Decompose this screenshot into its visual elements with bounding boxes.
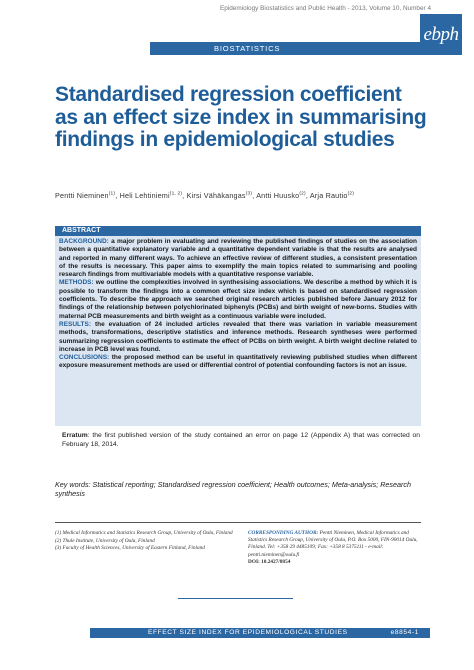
- abstract-results: [59, 321, 417, 354]
- title-line: as an effect size index in summarising: [55, 105, 427, 129]
- abstract-box: [55, 226, 421, 426]
- footnote-divider: [55, 522, 421, 523]
- title-line: Standardised regression coefficient: [55, 83, 402, 106]
- abstract-body: [59, 238, 417, 371]
- footer-bar: [90, 628, 430, 638]
- section-banner: [150, 42, 420, 55]
- abstract-methods-text: we outline the complexities involved in synthesising associations. We describe a method by which it is possible to transform the findings into a common effect size index which is based on standardised regression coefficients. To describe the approach we searched original research articles published before January 2012 for findings of the relationship between polychlorinated biphenyls (PCBs) and birth weight of new-borns. Studies with maternal PCB measurements and birth weight as a continuous variable were included.: [59, 279, 417, 320]
- abstract-results-label: RESULTS:: [59, 320, 92, 328]
- corresponding-label: CORRESPONDING AUTHOR:: [248, 530, 319, 536]
- erratum-label: Erratum: [62, 432, 88, 439]
- affiliation-item: (1) Medical Informatics and Statistics Research Group, University of Oulu, Finland: [55, 530, 233, 536]
- abstract-heading: ABSTRACT: [55, 226, 421, 236]
- affiliations: [55, 530, 240, 553]
- keywords: Key words: Statistical reporting; Standardised regression coefficient; Health outcomes; Meta-analysis; Research synthesis: [55, 480, 411, 498]
- corresponding-text: Pentti Nieminen, Medical Informatics and Statistics Research Group, University of Oulu, P.O. Box 5000, FIN-90014 Oulu, Finland. Tel: +358 29 4485109; Fax: +358 8 5375111 - e-mail: pentti.nieminen@oulu.fi: [248, 530, 418, 558]
- abstract-conclusions-label: CONCLUSIONS:: [59, 354, 110, 362]
- erratum-text: : the first published version of the study contained an error on page 12 (Appendix A) that was corrected on February 18, 2014.: [62, 432, 420, 448]
- author-name: Heli Lehtiniemi: [119, 191, 170, 200]
- page-number: e8854-1: [390, 629, 419, 636]
- affiliation-item: (2) Thule Institute, University of Oulu, Finland: [55, 537, 155, 544]
- abstract-background-text: a major problem in evaluating and reviewing the published findings of studies on the association between a quantitative explanatory variable and a quantitative dependent variable is that the results are analysed and reported in many different ways. To achieve an effective review of different studies, a consistent presentation of the results is necessary. This paper aims to exemplify the main topics related to summarising and pooling research findings from multivariable models with a quantitative response variable.: [59, 238, 417, 279]
- author-name: Antti Huusko: [256, 191, 300, 200]
- abstract-results-text: the evaluation of 24 included articles revealed that there was variation in variable measurement methods, transformations, descriptive statistics and inference methods. Research syntheses were performed summarizing regression coefficients to estimate the effect of PCBs on birth weight. A birth weight decline related to increase in PCB level was found.: [59, 320, 417, 353]
- doi: DOI: 10.2427/8854: [248, 558, 291, 565]
- running-title: EFFECT SIZE INDEX FOR EPIDEMIOLOGICAL STUDIES: [148, 629, 348, 636]
- erratum-note: [62, 432, 420, 449]
- decorative-rule: [178, 598, 293, 599]
- journal-logo: ebph: [420, 14, 462, 55]
- section-label: BIOSTATISTICS: [214, 43, 281, 53]
- journal-citation: Epidemiology Biostatistics and Public Health - 2013, Volume 10, Number 4: [220, 5, 432, 12]
- abstract-conclusions: [59, 354, 417, 371]
- author-affiliation-mark: (2): [299, 191, 306, 197]
- title-line: findings in epidemiological studies: [55, 128, 395, 151]
- author-affiliation-mark: (2): [347, 191, 355, 197]
- article-title: [55, 84, 455, 152]
- abstract-background: [59, 238, 417, 279]
- author-list: Pentti Nieminen$^{(1)}$, Heli Lehtiniemi$^{(1, 2)}$, Kirsi Vähäkangas$^{(3)}$, Antti Huusko$^{(2)}$, Arja Rautio$^{(2)}$: [55, 191, 355, 200]
- affiliation-item: (3) Faculty of Health Sciences, University of Eastern Finland, Finland: [55, 545, 205, 552]
- author-name: Pentti Nieminen: [55, 191, 109, 200]
- abstract-methods: [59, 279, 417, 320]
- abstract-background-label: BACKGROUND:: [59, 238, 109, 245]
- corresponding-author: [248, 530, 422, 566]
- author-name: Kirsi Vähäkangas: [186, 191, 246, 200]
- abstract-conclusions-text: the proposed method can be useful in quantitatively reviewing published studies when different exposure measurement methods are used or differential control of potential confounding factors is not an issue.: [59, 354, 417, 370]
- author-affiliation-mark: (1, 2): [169, 191, 183, 197]
- abstract-methods-label: METHODS:: [59, 279, 94, 287]
- author-affiliation-mark: (1): [108, 191, 116, 197]
- author-name: Arja Rautio: [309, 191, 348, 200]
- author-affiliation-mark: (3): [245, 191, 253, 197]
